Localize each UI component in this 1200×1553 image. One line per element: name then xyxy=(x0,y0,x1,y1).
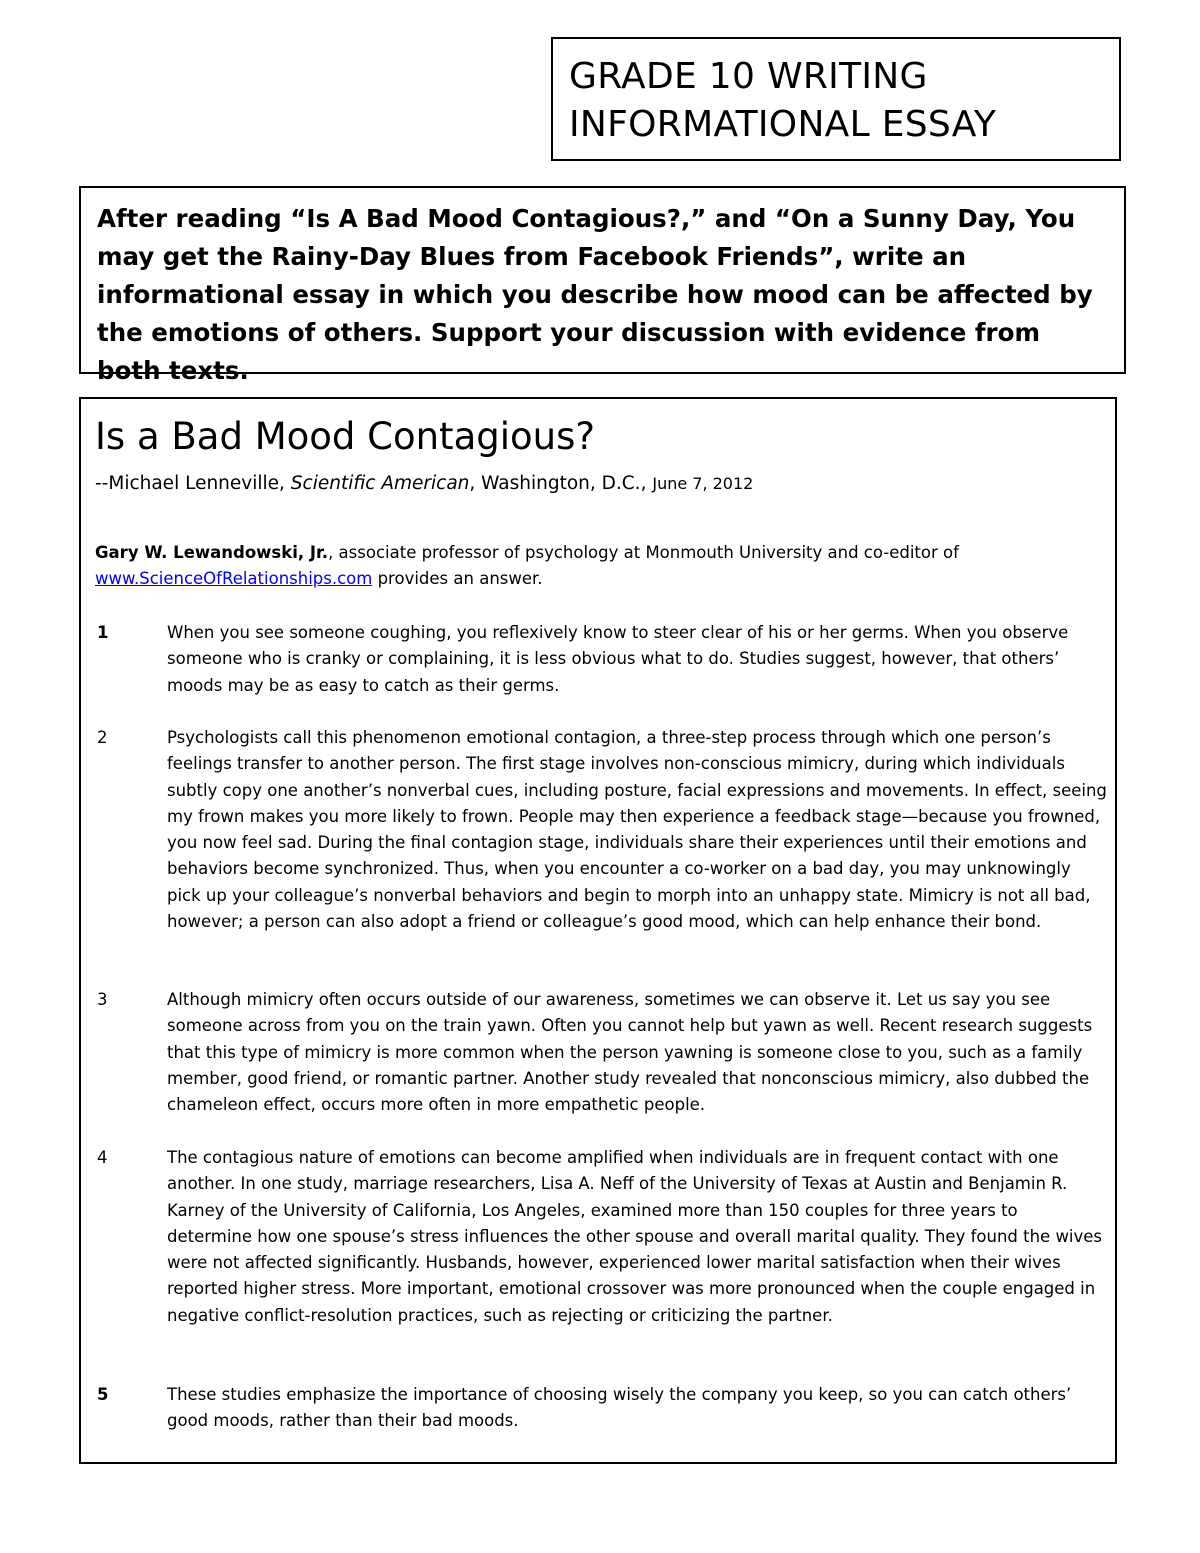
article-byline xyxy=(95,472,753,496)
grade-header-line1: GRADE 10 WRITING xyxy=(569,56,928,97)
paragraph-number: 3 xyxy=(97,990,108,1009)
intro-name: Gary W. Lewandowski, Jr. xyxy=(95,543,329,562)
byline-publication: Scientific American xyxy=(290,473,470,494)
grade-header-line2: INFORMATIONAL ESSAY xyxy=(569,104,997,145)
byline-date: June 7, 2012 xyxy=(652,474,754,493)
article-box xyxy=(79,397,1117,1464)
science-of-relationships-link[interactable]: www.ScienceOfRelationships.com xyxy=(95,569,373,588)
paragraph-number: 4 xyxy=(97,1148,108,1167)
paragraph-text: The contagious nature of emotions can become amplified when individuals are in frequent contact with one another. In one study, marriage researchers, Lisa A. Neff of the University of Texas at Austin and Benjamin R. Karney of the University of California, Los Angeles, examined more than 150 couples for three years to determine how one spouse’s stress influences the other spouse and overall marital quality. They found the wives were not affected significantly. Husbands, however, experienced lower marital satisfaction when their wives reported higher stress. More important, emotional crossover was more pronounced when the couple engaged in negative conflict-resolution practices, such as rejecting or criticizing the partner. xyxy=(167,1148,1103,1325)
paragraph-text: These studies emphasize the importance of choosing wisely the company you keep, so you can catch others’ good moods, rather than their bad moods. xyxy=(167,1385,1072,1431)
paragraph-text: Although mimicry often occurs outside of our awareness, sometimes we can observe it. Let us say you see someone across from you on the train yawn. Often you cannot help but yawn as well. Recent research suggests that this type of mimicry is more common when the person yawning is someone close to you, such as a family member, good friend, or romantic partner. Another study revealed that nonconscious mimicry, also dubbed the chameleon effect, occurs more often in more empathetic people. xyxy=(167,990,1093,1115)
byline-author: --Michael Lenneville, xyxy=(95,473,291,494)
paragraph-text: Psychologists call this phenomenon emotional contagion, a three-step process through which one person’s feelings transfer to another person. The first stage involves non-conscious mimicry, during which individuals subtly copy one another’s nonverbal cues, including posture, facial expressions and movements. In effect, seeing my frown makes you more likely to frown. People may then experience a feedback stage—because you frowned, you now feel sad. During the final contagion stage, individuals share their experiences until their emotions and behaviors become synchronized. Thus, when you encounter a co-worker on a bad day, you may unknowingly pick up your colleague’s nonverbal behaviors and begin to morph into an unhappy state. Mimicry is not all bad, however; a person can also adopt a friend or colleague’s good mood, which can help enhance their bond. xyxy=(167,728,1107,932)
intro-text-1: , associate professor of psychology at Monmouth University and co-editor of xyxy=(328,543,959,562)
paragraph-number: 2 xyxy=(97,728,108,747)
grade-header-box xyxy=(551,37,1121,161)
writing-prompt-box xyxy=(79,186,1126,385)
paragraph-text: When you see someone coughing, you reflexively know to steer clear of his or her germs. When you observe someone who is cranky or complaining, it is less obvious what to do. Studies suggest, however, that others’ moods may be as easy to catch as their germs. xyxy=(167,623,1069,695)
writing-prompt-text: After reading “Is A Bad Mood Contagious?,” and “On a Sunny Day, You may get the Rainy-Day Blues from Facebook Friends”, write an informational essay in which you describe how mood can be affected by the emotions of others. Support your discussion with evidence from both texts. xyxy=(97,204,1093,385)
paragraph-number: 5 xyxy=(97,1385,109,1404)
paragraph-number: 1 xyxy=(97,623,109,642)
article-intro xyxy=(95,540,1095,592)
article-title: Is a Bad Mood Contagious? xyxy=(95,415,596,458)
intro-text-2: provides an answer. xyxy=(372,569,543,588)
byline-location: , Washington, D.C., xyxy=(469,473,653,494)
